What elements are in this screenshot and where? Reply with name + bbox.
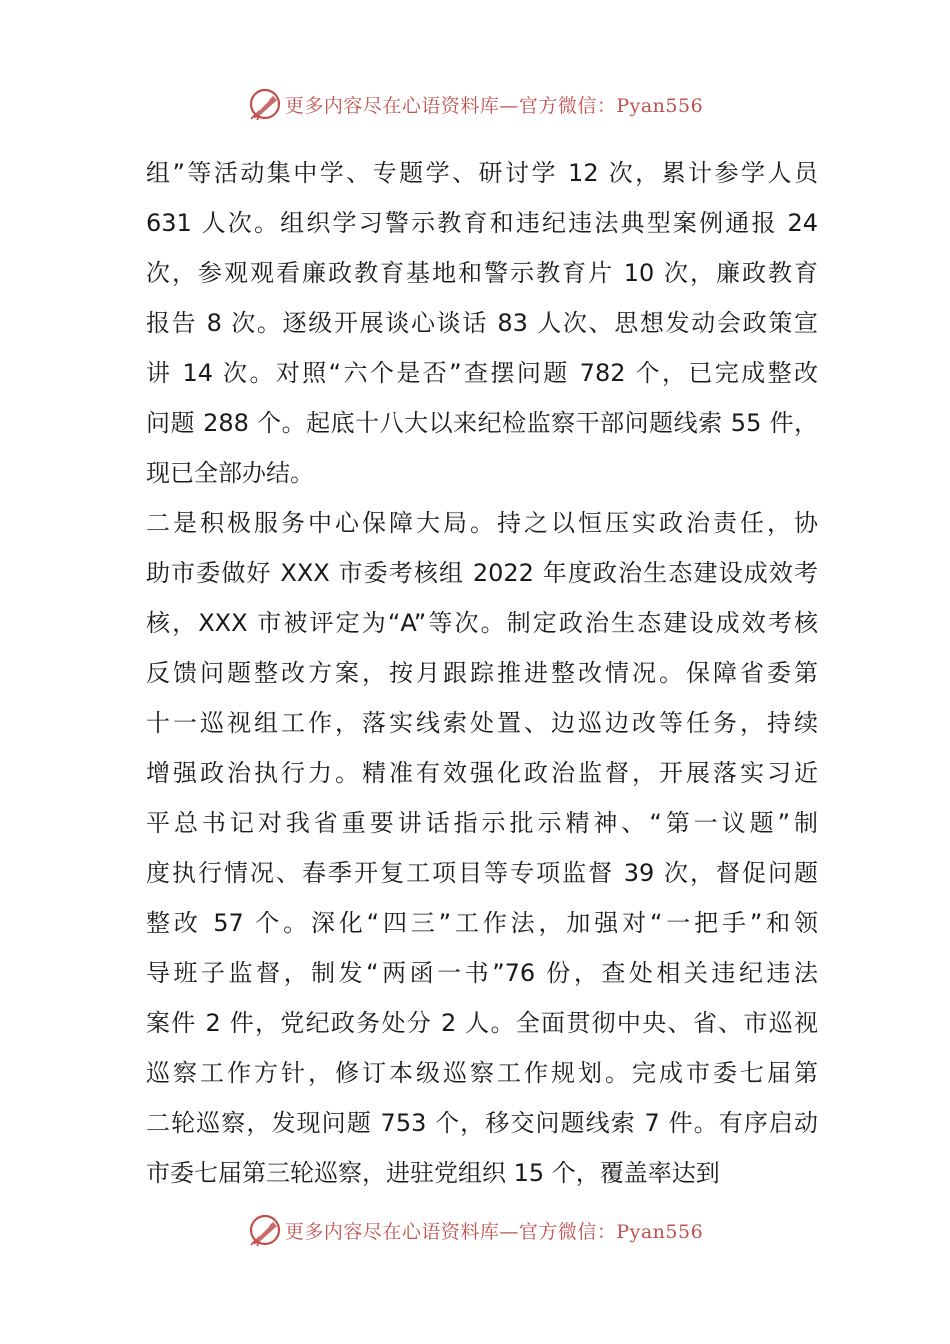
text-line — [146, 248, 818, 298]
text-line-content: 组”等活动集中学、专题学、研讨学 12 次，累计参学人员 — [146, 159, 818, 187]
text-line-content: 反馈问题整改方案，按月跟踪推进整改情况。保障省委第 — [146, 659, 818, 687]
text-line — [146, 648, 818, 698]
header-watermark — [0, 84, 950, 124]
text-line — [146, 1148, 818, 1198]
header-watermark-text: 更多内容尽在心语资料库—官方微信：Pyan556 — [284, 94, 704, 117]
text-line-content: 增强政治执行力。精准有效强化政治监督，开展落实习近 — [146, 759, 818, 787]
text-line-content: 巡察工作方针，修订本级巡察工作规划。完成市委七届第 — [146, 1059, 818, 1087]
text-line — [146, 1048, 818, 1098]
text-line — [146, 498, 818, 548]
text-line — [146, 198, 818, 248]
text-line — [146, 398, 818, 448]
text-line — [146, 998, 818, 1048]
text-line — [146, 698, 818, 748]
text-line-content: 次，参观观看廉政教育基地和警示教育片 10 次，廉政教育 — [146, 259, 818, 287]
document-body — [146, 148, 818, 1198]
text-line — [146, 948, 818, 998]
text-line-content: 十一巡视组工作，落实线索处置、边巡边改等任务，持续 — [146, 709, 818, 737]
pen-nib-icon — [247, 1212, 283, 1248]
text-line-content: 现已全部办结。 — [146, 459, 314, 487]
text-line — [146, 798, 818, 848]
text-line — [146, 898, 818, 948]
text-line — [146, 598, 818, 648]
text-line-content: 问题 288 个。起底十八大以来纪检监察干部问题线索 55 件， — [146, 409, 818, 437]
text-line-content: 整改 57 个。深化“四三”工作法，加强对“一把手”和领 — [146, 909, 818, 937]
text-line-content: 度执行情况、春季开复工项目等专项监督 39 次，督促问题 — [146, 859, 818, 887]
text-line — [146, 148, 818, 198]
footer-watermark — [0, 1210, 950, 1250]
text-line-content: 导班子监督，制发“两函一书”76 份，查处相关违纪违法 — [146, 959, 818, 987]
text-line — [146, 298, 818, 348]
text-line-content: 631 人次。组织学习警示教育和违纪违法典型案例通报 24 — [146, 209, 818, 237]
text-line — [146, 848, 818, 898]
text-line-content: 二轮巡察，发现问题 753 个，移交问题线索 7 件。有序启动 — [146, 1109, 818, 1137]
text-line-content: 核，XXX 市被评定为“A”等次。制定政治生态建设成效考核 — [146, 609, 818, 637]
text-line-content: 报告 8 次。逐级开展谈心谈话 83 人次、思想发动会政策宣 — [146, 309, 818, 337]
text-line-content: 讲 14 次。对照“六个是否”查摆问题 782 个，已完成整改 — [146, 359, 818, 387]
footer-watermark-text: 更多内容尽在心语资料库—官方微信：Pyan556 — [284, 1220, 704, 1243]
text-line-content: 市委七届第三轮巡察，进驻党组织 15 个，覆盖率达到 — [146, 1159, 720, 1187]
pen-nib-icon — [247, 86, 283, 122]
text-line-content: 案件 2 件，党纪政务处分 2 人。全面贯彻中央、省、市巡视 — [146, 1009, 818, 1037]
text-line-content: 助市委做好 XXX 市委考核组 2022 年度政治生态建设成效考 — [146, 559, 818, 587]
text-line — [146, 548, 818, 598]
text-line — [146, 448, 818, 498]
text-line — [146, 348, 818, 398]
text-line — [146, 1098, 818, 1148]
text-line — [146, 748, 818, 798]
text-line-content: 二是积极服务中心保障大局。持之以恒压实政治责任，协 — [146, 509, 818, 537]
text-line-content: 平总书记对我省重要讲话指示批示精神、“第一议题”制 — [146, 809, 818, 837]
